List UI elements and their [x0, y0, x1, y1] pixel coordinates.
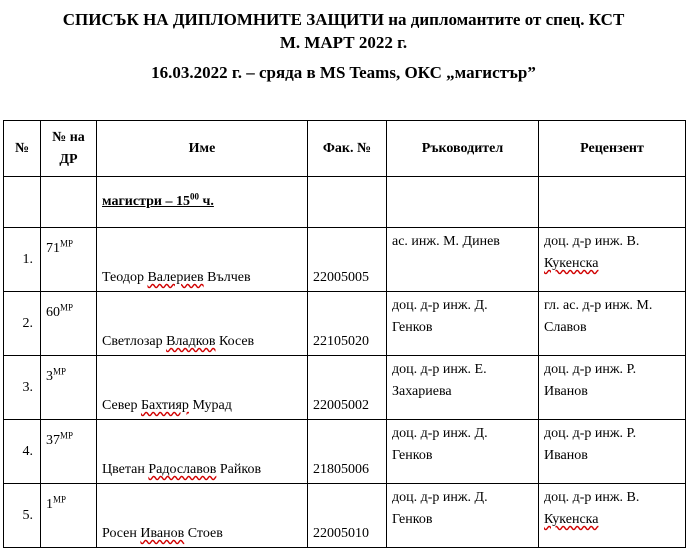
row-faculty-number: 22005002 [308, 356, 387, 420]
supervisor-line2: Генков [392, 512, 433, 527]
first-name: Светлозар [102, 334, 163, 349]
document-title-line2: М. МАРТ 2022 г. [279, 33, 408, 52]
dr-number-value: 60 [46, 305, 60, 320]
row-faculty-number: 22105020 [308, 292, 387, 356]
last-name: Райков [219, 462, 262, 477]
col-header-dr [41, 121, 97, 177]
row-dr-number [41, 356, 97, 420]
supervisor-line2: Генков [392, 320, 433, 335]
reviewer-line1: доц. д-р инж. В. [544, 234, 640, 249]
row-reviewer [539, 420, 686, 484]
row-reviewer [539, 356, 686, 420]
supervisor-line1: доц. д-р инж. Д. [392, 490, 488, 505]
table-row [4, 420, 686, 484]
col-header-dr-line2: ДР [59, 151, 78, 167]
reviewer-line2: Славов [544, 320, 587, 335]
reviewer-line2: Кукенска [544, 256, 599, 271]
row-num: 3. [4, 356, 41, 420]
first-name: Север [102, 398, 138, 413]
row-dr-number [41, 484, 97, 548]
row-student-name [97, 228, 308, 292]
dr-number-value: 1 [46, 497, 53, 512]
reviewer-line1: гл. ас. д-р инж. М. [544, 298, 653, 313]
last-name: Мурад [192, 398, 232, 413]
document-subtitle: 16.03.2022 г. – сряда в MS Teams, ОКС „магистър” [151, 63, 536, 82]
table-row [4, 356, 686, 420]
dr-number-sup: МР [53, 366, 67, 377]
supervisor-line1: доц. д-р инж. Е. [392, 362, 487, 377]
row-dr-number [41, 292, 97, 356]
first-name: Росен [102, 526, 137, 541]
dr-number-value: 37 [46, 433, 60, 448]
row-faculty-number: 22005005 [308, 228, 387, 292]
supervisor-line2: Генков [392, 448, 433, 463]
middle-name: Бахтияр [140, 398, 189, 413]
col-header-supervisor: Ръководител [387, 121, 539, 177]
row-num: 4. [4, 420, 41, 484]
row-dr-number [41, 420, 97, 484]
dr-number-sup: МР [60, 238, 74, 249]
row-reviewer [539, 292, 686, 356]
row-faculty-number: 22005010 [308, 484, 387, 548]
section-label-sup: 00 [189, 191, 199, 202]
col-header-reviewer: Рецензент [539, 121, 686, 177]
reviewer-line2: Иванов [544, 384, 588, 399]
row-dr-number [41, 228, 97, 292]
middle-name: Валериев [147, 270, 204, 285]
row-num: 5. [4, 484, 41, 548]
reviewer-line1: доц. д-р инж. В. [544, 490, 640, 505]
section-row [4, 177, 686, 228]
table-row [4, 228, 686, 292]
row-student-name [97, 292, 308, 356]
section-label-suffix: ч. [198, 194, 214, 209]
supervisor-line2: Захариева [392, 384, 452, 399]
document-title-line1: СПИСЪК НА ДИПЛОМНИТЕ ЗАЩИТИ на дипломантите от спец. КСТ [62, 10, 625, 29]
row-supervisor [387, 420, 539, 484]
row-supervisor [387, 356, 539, 420]
dr-number-sup: МР [60, 430, 74, 441]
row-supervisor [387, 292, 539, 356]
section-cell-empty [4, 177, 41, 228]
row-student-name [97, 484, 308, 548]
reviewer-line1: доц. д-р инж. Р. [544, 426, 637, 441]
dr-number-sup: МР [53, 494, 67, 505]
supervisor-line1: доц. д-р инж. Д. [392, 298, 488, 313]
supervisor-line1: доц. д-р инж. Д. [392, 426, 488, 441]
col-header-fac: Фак. № [308, 121, 387, 177]
section-cell-empty [539, 177, 686, 228]
middle-name: Иванов [140, 526, 185, 541]
row-student-name [97, 420, 308, 484]
row-num: 2. [4, 292, 41, 356]
col-header-name: Име [97, 121, 308, 177]
section-label-text: магистри – 15 [102, 194, 190, 209]
dr-number-sup: МР [60, 302, 74, 313]
row-num: 1. [4, 228, 41, 292]
row-reviewer [539, 484, 686, 548]
first-name: Цветан [102, 462, 145, 477]
section-cell-empty [387, 177, 539, 228]
table-header-row [4, 121, 686, 177]
row-supervisor [387, 484, 539, 548]
row-reviewer [539, 228, 686, 292]
section-label [97, 177, 308, 228]
last-name: Стоев [187, 526, 223, 541]
section-cell-empty [41, 177, 97, 228]
dr-number-value: 71 [46, 241, 60, 256]
last-name: Вълчев [207, 270, 251, 285]
middle-name: Владков [166, 334, 216, 349]
col-header-num: № [4, 121, 41, 177]
row-student-name [97, 356, 308, 420]
dr-number-value: 3 [46, 369, 53, 384]
section-cell-empty [308, 177, 387, 228]
table-row [4, 484, 686, 548]
middle-name: Радославов [148, 462, 217, 477]
reviewer-line1: доц. д-р инж. Р. [544, 362, 637, 377]
last-name: Косев [218, 334, 255, 349]
col-header-dr-line1: № на [52, 129, 85, 145]
reviewer-line2: Кукенска [544, 512, 599, 527]
defenses-table [3, 120, 686, 548]
supervisor-line1: ас. инж. М. Динев [392, 234, 500, 249]
table-row [4, 292, 686, 356]
row-faculty-number: 21805006 [308, 420, 387, 484]
row-supervisor [387, 228, 539, 292]
first-name: Теодор [102, 270, 144, 285]
reviewer-line2: Иванов [544, 448, 588, 463]
